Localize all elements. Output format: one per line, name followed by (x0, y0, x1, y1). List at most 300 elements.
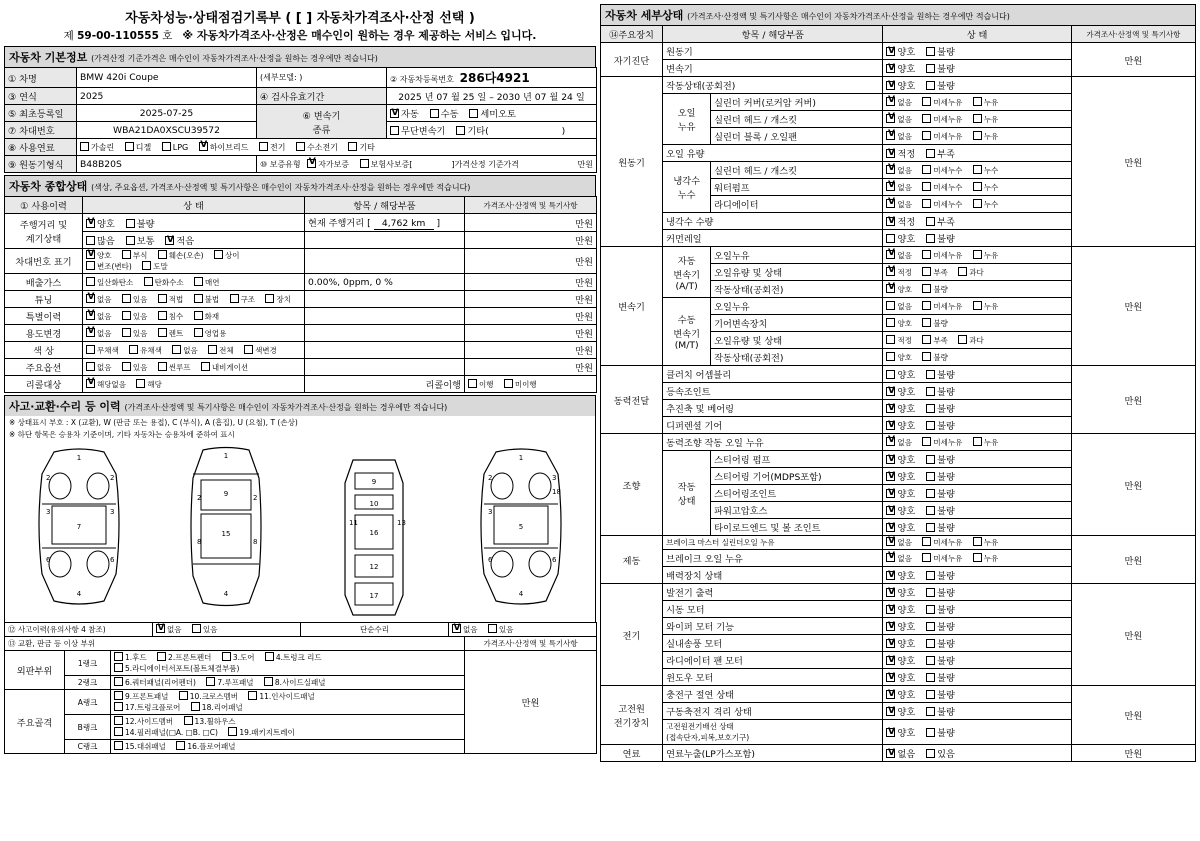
option-good[interactable]: V 양호 (886, 687, 915, 701)
option-none[interactable]: V 없음 (886, 250, 912, 261)
option-bad[interactable]: 불량 (926, 418, 955, 432)
checkbox-icon[interactable] (114, 716, 123, 725)
checkbox-icon[interactable] (926, 728, 935, 737)
option-none[interactable]: V 없음 (886, 114, 912, 125)
option-none[interactable]: V 없음 (886, 131, 912, 142)
checkbox-icon[interactable] (926, 472, 935, 481)
option-leak[interactable]: 누수 (973, 182, 999, 193)
option-semiauto[interactable]: 세미오토 (469, 106, 516, 120)
checkbox-icon[interactable] (886, 728, 895, 737)
checkbox-icon[interactable] (973, 131, 982, 140)
checkbox-icon[interactable] (922, 267, 931, 276)
option-different[interactable]: 상이 (214, 250, 240, 261)
checkbox-icon[interactable] (973, 165, 982, 174)
checkbox-icon[interactable] (230, 294, 239, 303)
checkbox-icon[interactable] (926, 656, 935, 665)
option-bad[interactable]: 불량 (926, 704, 955, 718)
part-dash-panel[interactable]: 15.대쉬패널 (114, 741, 166, 752)
checkbox-icon[interactable] (886, 455, 895, 464)
checkbox-icon[interactable] (122, 362, 131, 371)
checkbox-icon[interactable] (86, 250, 95, 259)
option-leak[interactable]: 누유 (973, 537, 999, 548)
option-good[interactable]: V 양호 (886, 670, 915, 684)
option-leak[interactable]: 누수 (973, 199, 999, 210)
option-not-applicable[interactable]: V 해당없음 (86, 379, 126, 390)
option-good[interactable]: V양호 (86, 216, 115, 230)
checkbox-icon[interactable] (452, 624, 461, 633)
checkbox-icon[interactable] (86, 236, 95, 245)
checkbox-icon[interactable] (86, 277, 95, 286)
checkbox-icon[interactable] (86, 261, 95, 270)
option-good[interactable]: V 양호 (886, 452, 915, 466)
checkbox-icon[interactable] (926, 523, 935, 532)
checkbox-icon[interactable] (192, 624, 201, 633)
option-applicable[interactable]: 해당 (136, 379, 162, 390)
option-leak[interactable]: 누유 (973, 301, 999, 312)
checkbox-icon[interactable] (926, 749, 935, 758)
option-diesel[interactable]: 디젤 (125, 142, 151, 153)
checkbox-icon[interactable] (886, 690, 895, 699)
option-device[interactable]: 장치 (265, 294, 291, 305)
option-good[interactable]: V 양호 (886, 704, 915, 718)
option-none[interactable]: V 없음 (886, 165, 912, 176)
checkbox-icon[interactable] (222, 652, 231, 661)
checkbox-icon[interactable] (926, 149, 935, 158)
option-good[interactable]: V 양호 (886, 602, 915, 616)
checkbox-icon[interactable] (926, 506, 935, 515)
checkbox-icon[interactable] (926, 234, 935, 243)
checkbox-icon[interactable] (886, 673, 895, 682)
option-insufficient[interactable]: 부족 (926, 214, 955, 228)
checkbox-icon[interactable] (958, 335, 967, 344)
checkbox-icon[interactable] (922, 437, 931, 446)
option-bad[interactable]: 불량 (922, 284, 948, 295)
checkbox-icon[interactable] (348, 142, 357, 151)
option-slight-leak[interactable]: 미세누유 (922, 97, 962, 108)
option-co[interactable]: 일산화탄소 (86, 277, 133, 288)
checkbox-icon[interactable] (958, 267, 967, 276)
part-pillar-panel[interactable]: 14.필러패널(□A. □B. □C) (114, 727, 218, 738)
option-none[interactable]: 없음 (86, 362, 112, 373)
option-cvt[interactable]: 무단변속기 (390, 123, 445, 137)
checkbox-icon[interactable] (886, 234, 895, 243)
option-smoke[interactable]: 매연 (194, 277, 220, 288)
checkbox-icon[interactable] (886, 149, 895, 158)
checkbox-icon[interactable] (926, 64, 935, 73)
checkbox-icon[interactable] (886, 707, 895, 716)
checkbox-icon[interactable] (126, 219, 135, 228)
option-good[interactable]: V 양호 (886, 78, 915, 92)
option-gasoline[interactable]: 가솔린 (80, 142, 114, 153)
option-bad[interactable]: 불량 (926, 503, 955, 517)
checkbox-icon[interactable] (886, 114, 895, 123)
checkbox-icon[interactable] (468, 379, 477, 388)
option-bad[interactable]: 불량 (922, 352, 948, 363)
checkbox-icon[interactable] (86, 294, 95, 303)
checkbox-icon[interactable] (886, 182, 895, 191)
checkbox-icon[interactable] (926, 690, 935, 699)
checkbox-icon[interactable] (886, 404, 895, 413)
option-achromatic[interactable]: 무채색 (86, 345, 119, 356)
checkbox-icon[interactable] (886, 553, 895, 562)
option-good[interactable]: 양호 (886, 352, 912, 363)
checkbox-icon[interactable] (158, 250, 167, 259)
option-good[interactable]: V 양호 (886, 61, 915, 75)
checkbox-icon[interactable] (122, 328, 131, 337)
option-bad[interactable]: 불량 (926, 486, 955, 500)
option-done[interactable]: 이행 (468, 379, 494, 390)
option-good[interactable]: V 양호 (886, 725, 915, 739)
option-leak[interactable]: 누유 (973, 97, 999, 108)
part-front-fender[interactable]: 2.프론트펜더 (157, 652, 211, 663)
checkbox-icon[interactable] (886, 284, 895, 293)
option-flood[interactable]: 침수 (158, 311, 184, 322)
checkbox-icon[interactable] (136, 379, 145, 388)
option-leak[interactable]: 누유 (973, 250, 999, 261)
option-slight-leak[interactable]: 미세누수 (922, 199, 962, 210)
checkbox-icon[interactable] (922, 537, 931, 546)
checkbox-icon[interactable] (886, 749, 895, 758)
part-quarter-panel[interactable]: 6.쿼터패널(리어펜더) (114, 677, 196, 688)
option-many[interactable]: 많음 (86, 233, 115, 247)
option-slight-leak[interactable]: 미세누수 (922, 182, 962, 193)
option-damage[interactable]: 훼손(오손) (158, 250, 204, 261)
option-altered[interactable]: 변조(변타) (86, 261, 132, 272)
option-exists[interactable]: 있음 (122, 328, 148, 339)
checkbox-icon[interactable] (248, 691, 257, 700)
option-slight-leak[interactable]: 미세누유 (922, 301, 962, 312)
checkbox-icon[interactable] (886, 437, 895, 446)
checkbox-icon[interactable] (922, 114, 931, 123)
option-bad[interactable]: 불량 (926, 568, 955, 582)
part-front-panel[interactable]: 9.프론트패널 (114, 691, 168, 702)
checkbox-icon[interactable] (922, 284, 931, 293)
checkbox-icon[interactable] (886, 506, 895, 515)
checkbox-icon[interactable] (86, 219, 95, 228)
checkbox-icon[interactable] (158, 362, 167, 371)
option-electric[interactable]: 전기 (259, 142, 285, 153)
checkbox-icon[interactable] (86, 328, 95, 337)
option-good[interactable]: V 양호 (886, 503, 915, 517)
option-slight-leak[interactable]: 미세누유 (922, 437, 962, 448)
checkbox-icon[interactable] (922, 301, 931, 310)
checkbox-icon[interactable] (194, 294, 203, 303)
checkbox-icon[interactable] (926, 455, 935, 464)
option-painted[interactable]: 도말 (142, 261, 168, 272)
option-exists[interactable]: 있음 (926, 746, 955, 760)
checkbox-icon[interactable] (114, 663, 123, 672)
checkbox-icon[interactable] (259, 142, 268, 151)
option-bad[interactable]: 불량 (926, 585, 955, 599)
option-good[interactable]: 양호 (886, 231, 915, 245)
option-insufficient[interactable]: 부족 (926, 146, 955, 160)
option-slight-leak[interactable]: 미세누수 (922, 165, 962, 176)
checkbox-icon[interactable] (194, 328, 203, 337)
part-hood[interactable]: 1.후드 (114, 652, 147, 663)
option-good[interactable]: V 양호 (886, 384, 915, 398)
option-slight-leak[interactable]: 미세누유 (922, 131, 962, 142)
option-self-warranty[interactable]: V 자가보증 (307, 159, 349, 170)
option-exists[interactable]: 있음 (122, 294, 148, 305)
checkbox-icon[interactable] (504, 379, 513, 388)
checkbox-icon[interactable] (886, 605, 895, 614)
checkbox-icon[interactable] (165, 236, 174, 245)
checkbox-icon[interactable] (973, 182, 982, 191)
option-good[interactable]: V 양호 (886, 619, 915, 633)
checkbox-icon[interactable] (922, 131, 931, 140)
part-cross-member[interactable]: 10.크로스멤버 (179, 691, 238, 702)
checkbox-icon[interactable] (926, 707, 935, 716)
checkbox-icon[interactable] (194, 311, 203, 320)
option-exists[interactable]: 있음 (192, 624, 218, 635)
option-excessive[interactable]: 과다 (958, 267, 984, 278)
checkbox-icon[interactable] (194, 277, 203, 286)
checkbox-icon[interactable] (973, 537, 982, 546)
checkbox-icon[interactable] (926, 605, 935, 614)
option-corrosion[interactable]: 부식 (122, 250, 148, 261)
checkbox-icon[interactable] (886, 217, 895, 226)
option-bad[interactable]: 불량 (926, 670, 955, 684)
checkbox-icon[interactable] (157, 652, 166, 661)
checkbox-icon[interactable] (390, 126, 399, 135)
option-good[interactable]: V 양호 (886, 568, 915, 582)
checkbox-icon[interactable] (886, 267, 895, 276)
checkbox-icon[interactable] (973, 199, 982, 208)
option-bad[interactable]: 불량 (926, 44, 955, 58)
option-leak[interactable]: 누유 (973, 553, 999, 564)
option-adequate[interactable]: V 적정 (886, 267, 912, 278)
checkbox-icon[interactable] (307, 159, 316, 168)
checkbox-icon[interactable] (926, 421, 935, 430)
option-lpg[interactable]: LPG (162, 142, 188, 152)
option-chromatic[interactable]: 유채색 (129, 345, 162, 356)
option-bad[interactable]: 불량 (926, 687, 955, 701)
checkbox-icon[interactable] (179, 691, 188, 700)
option-exists[interactable]: 있음 (488, 624, 514, 635)
option-good[interactable]: V 양호 (886, 401, 915, 415)
option-sunroof[interactable]: 썬루프 (158, 362, 191, 373)
checkbox-icon[interactable] (886, 131, 895, 140)
checkbox-icon[interactable] (158, 328, 167, 337)
option-good[interactable]: V 양호 (886, 469, 915, 483)
option-few[interactable]: V 적음 (165, 233, 194, 247)
option-good[interactable]: 양호 (886, 318, 912, 329)
option-none[interactable]: V 없음 (86, 294, 112, 305)
option-bad[interactable]: 불량 (926, 653, 955, 667)
checkbox-icon[interactable] (469, 109, 478, 118)
option-good[interactable]: V 양호 (886, 653, 915, 667)
checkbox-icon[interactable] (973, 553, 982, 562)
option-slight-leak[interactable]: 미세누유 (922, 114, 962, 125)
checkbox-icon[interactable] (214, 250, 223, 259)
option-structure[interactable]: 구조 (230, 294, 256, 305)
checkbox-icon[interactable] (114, 652, 123, 661)
checkbox-icon[interactable] (926, 404, 935, 413)
checkbox-icon[interactable] (114, 741, 123, 750)
part-side-member[interactable]: 12.사이드멤버 (114, 716, 173, 727)
option-good[interactable]: V 양호 (886, 585, 915, 599)
checkbox-icon[interactable] (158, 311, 167, 320)
checkbox-icon[interactable] (886, 472, 895, 481)
checkbox-icon[interactable] (80, 142, 89, 151)
option-good[interactable]: V양호 (86, 250, 112, 261)
option-bad[interactable]: 불량 (926, 61, 955, 75)
checkbox-icon[interactable] (886, 537, 895, 546)
checkbox-icon[interactable] (926, 387, 935, 396)
checkbox-icon[interactable] (886, 387, 895, 396)
option-bad[interactable]: 불량 (926, 367, 955, 381)
checkbox-icon[interactable] (86, 362, 95, 371)
checkbox-icon[interactable] (922, 97, 931, 106)
checkbox-icon[interactable] (126, 236, 135, 245)
checkbox-icon[interactable] (206, 677, 215, 686)
option-good[interactable]: V 양호 (886, 636, 915, 650)
option-leak[interactable]: 누유 (973, 437, 999, 448)
option-illegal[interactable]: 불법 (194, 294, 220, 305)
checkbox-icon[interactable] (125, 142, 134, 151)
checkbox-icon[interactable] (114, 727, 123, 736)
option-good[interactable]: V 양호 (886, 418, 915, 432)
checkbox-icon[interactable] (922, 318, 931, 327)
option-legal[interactable]: 적법 (158, 294, 184, 305)
checkbox-icon[interactable] (922, 165, 931, 174)
checkbox-icon[interactable] (922, 250, 931, 259)
checkbox-icon[interactable] (922, 182, 931, 191)
checkbox-icon[interactable] (886, 64, 895, 73)
checkbox-icon[interactable] (390, 109, 399, 118)
option-commercial[interactable]: 영업용 (194, 328, 227, 339)
option-none[interactable]: V 없음 (452, 624, 478, 635)
option-fuel-other[interactable]: 기타 (348, 142, 374, 153)
checkbox-icon[interactable] (456, 126, 465, 135)
option-exists[interactable]: 있음 (122, 311, 148, 322)
checkbox-icon[interactable] (122, 294, 131, 303)
option-colorchange[interactable]: 색변경 (244, 345, 277, 356)
option-bad[interactable]: 불량 (926, 384, 955, 398)
checkbox-icon[interactable] (122, 250, 131, 259)
option-slight-leak[interactable]: 미세누유 (922, 537, 962, 548)
checkbox-icon[interactable] (926, 673, 935, 682)
checkbox-icon[interactable] (886, 47, 895, 56)
checkbox-icon[interactable] (144, 277, 153, 286)
option-adequate[interactable]: V 적정 (886, 214, 915, 228)
option-other[interactable]: 기타( ) (456, 123, 565, 137)
checkbox-icon[interactable] (360, 159, 369, 168)
checkbox-icon[interactable] (886, 165, 895, 174)
option-hc[interactable]: 탄화수소 (144, 277, 184, 288)
checkbox-icon[interactable] (228, 727, 237, 736)
checkbox-icon[interactable] (158, 294, 167, 303)
option-none[interactable]: V 없음 (86, 311, 112, 322)
checkbox-icon[interactable] (926, 47, 935, 56)
checkbox-icon[interactable] (926, 588, 935, 597)
checkbox-icon[interactable] (201, 362, 210, 371)
option-bad[interactable]: 불량 (926, 725, 955, 739)
checkbox-icon[interactable] (922, 553, 931, 562)
option-none[interactable]: V 없음 (886, 199, 912, 210)
option-good[interactable]: V 양호 (886, 520, 915, 534)
part-roof-panel[interactable]: 7.루프패널 (206, 677, 253, 688)
option-full[interactable]: 전체 (208, 345, 234, 356)
option-fire[interactable]: 화재 (194, 311, 220, 322)
checkbox-icon[interactable] (191, 702, 200, 711)
checkbox-icon[interactable] (265, 652, 274, 661)
option-normal[interactable]: 보통 (126, 233, 155, 247)
checkbox-icon[interactable] (430, 109, 439, 118)
checkbox-icon[interactable] (886, 421, 895, 430)
checkbox-icon[interactable] (162, 142, 171, 151)
checkbox-icon[interactable] (922, 199, 931, 208)
checkbox-icon[interactable] (199, 142, 208, 151)
option-good[interactable]: V 양호 (886, 44, 915, 58)
part-side-sill-panel[interactable]: 8.사이드실패널 (264, 677, 326, 688)
option-leak[interactable]: 누유 (973, 131, 999, 142)
checkbox-icon[interactable] (926, 622, 935, 631)
checkbox-icon[interactable] (973, 301, 982, 310)
option-bad[interactable]: 불량 (926, 602, 955, 616)
part-rear-panel[interactable]: 18.리어패널 (191, 702, 243, 713)
option-bad[interactable]: 불량 (926, 619, 955, 633)
option-none[interactable]: V 없음 (86, 328, 112, 339)
option-not-done[interactable]: 미이행 (504, 379, 537, 390)
part-door[interactable]: 3.도어 (222, 652, 255, 663)
checkbox-icon[interactable] (922, 335, 931, 344)
checkbox-icon[interactable] (156, 624, 165, 633)
checkbox-icon[interactable] (122, 311, 131, 320)
option-none[interactable]: V 없음 (886, 537, 912, 548)
option-hydrogen[interactable]: 수소전기 (296, 142, 338, 153)
part-trunk-floor[interactable]: 17.트렁크플로어 (114, 702, 180, 713)
checkbox-icon[interactable] (926, 81, 935, 90)
option-exists[interactable]: 있음 (122, 362, 148, 373)
option-insufficient[interactable]: 부족 (922, 335, 948, 346)
option-manual[interactable]: 수동 (430, 106, 459, 120)
option-adequate[interactable]: V 적정 (886, 146, 915, 160)
checkbox-icon[interactable] (886, 656, 895, 665)
option-navigation[interactable]: 내비게이션 (201, 362, 248, 373)
checkbox-icon[interactable] (886, 571, 895, 580)
option-none[interactable]: V 없음 (886, 553, 912, 564)
option-bad[interactable]: 불량 (926, 469, 955, 483)
option-bad[interactable]: 불량 (926, 520, 955, 534)
checkbox-icon[interactable] (176, 741, 185, 750)
option-insurer-warranty[interactable]: 보험사보증[ (360, 159, 413, 170)
checkbox-icon[interactable] (973, 97, 982, 106)
checkbox-icon[interactable] (114, 702, 123, 711)
checkbox-icon[interactable] (926, 370, 935, 379)
part-package-tray[interactable]: 19.패키지트레이 (228, 727, 294, 738)
option-none[interactable]: 없음 (172, 345, 198, 356)
checkbox-icon[interactable] (172, 345, 181, 354)
option-slight-leak[interactable]: 미세누유 (922, 553, 962, 564)
checkbox-icon[interactable] (926, 489, 935, 498)
option-none[interactable]: V 없음 (886, 437, 912, 448)
checkbox-icon[interactable] (886, 250, 895, 259)
checkbox-icon[interactable] (886, 622, 895, 631)
checkbox-icon[interactable] (142, 261, 151, 270)
checkbox-icon[interactable] (886, 199, 895, 208)
option-hybrid[interactable]: V 하이브리드 (199, 142, 249, 153)
checkbox-icon[interactable] (922, 352, 931, 361)
checkbox-icon[interactable] (886, 370, 895, 379)
checkbox-icon[interactable] (886, 489, 895, 498)
option-none[interactable]: V 없음 (886, 182, 912, 193)
checkbox-icon[interactable] (264, 677, 273, 686)
option-bad[interactable]: 불량 (926, 231, 955, 245)
option-adequate[interactable]: 적정 (886, 335, 912, 346)
option-excessive[interactable]: 과다 (958, 335, 984, 346)
part-trunk-lid[interactable]: 4.트렁크 리드 (265, 652, 322, 663)
